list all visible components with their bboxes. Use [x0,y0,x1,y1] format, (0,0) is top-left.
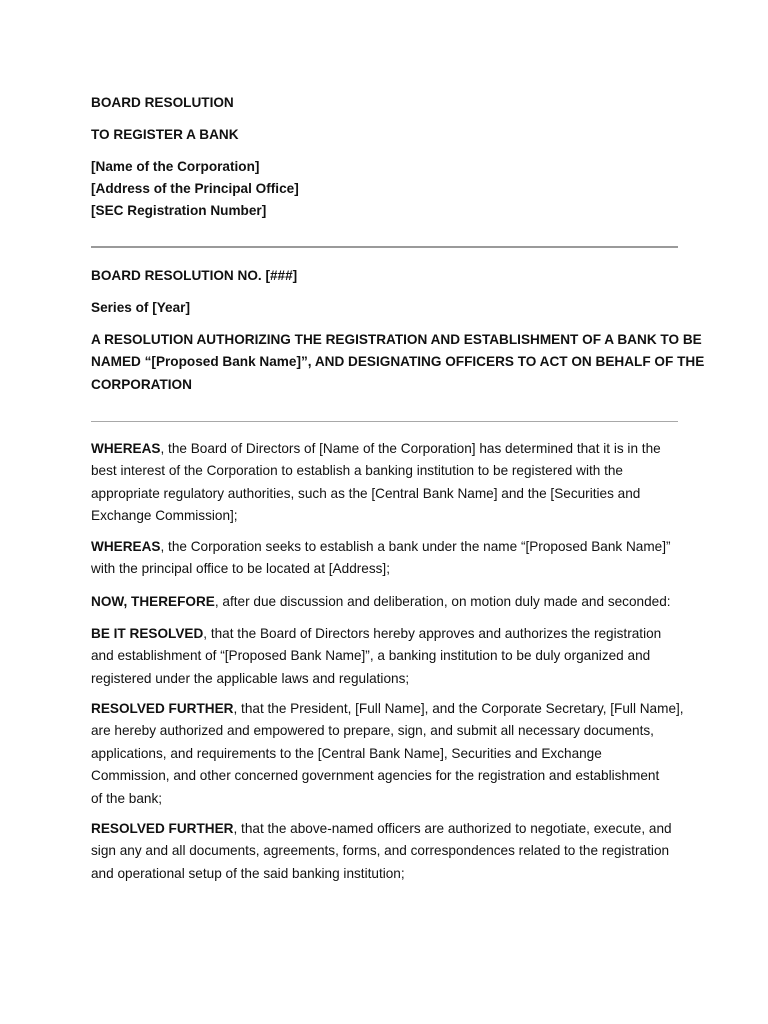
corporation-name: [Name of the Corporation] [91,159,260,174]
clause-text: with the principal office to be located at [Address]; [91,561,390,577]
clause-be-it-resolved [91,623,679,690]
clause-now-therefore [91,591,679,613]
caption-line: NAMED “[Proposed Bank Name]”, AND DESIGNATING OFFICERS TO ACT ON BEHALF OF THE [91,354,705,370]
document-title: BOARD RESOLUTION [91,95,234,110]
clause-lead: WHEREAS [91,539,161,554]
clause-text: Exchange Commission]; [91,508,238,524]
sec-registration-number: [SEC Registration Number] [91,203,267,218]
document-subtitle: TO REGISTER A BANK [91,127,239,142]
clause-text: of the bank; [91,790,163,806]
clause-text: Commission, and other concerned government agencies for the registration and establishment [91,768,660,784]
caption-divider [91,421,678,422]
clause-resolved-further-2 [91,818,679,885]
resolution-number: BOARD RESOLUTION NO. [###] [91,268,298,283]
clause-text: , that the President, [Full Name], and the Corporate Secretary, [Full Name], [233,701,684,716]
clause-text: , that the above-named officers are authorized to negotiate, execute, and [233,821,672,836]
clause-whereas-2 [91,536,679,581]
clause-whereas-1 [91,438,679,528]
clause-text: best interest of the Corporation to establish a banking institution to be registered with the [91,463,623,479]
principal-office-address: [Address of the Principal Office] [91,181,299,196]
clause-lead: NOW, THEREFORE [91,594,215,609]
clause-text: and establishment of “[Proposed Bank Name]”, a banking institution to be duly organized and [91,648,651,664]
clause-text: and operational setup of the said banking institution; [91,865,405,881]
clause-resolved-further-1 [91,698,684,810]
clause-text: , the Corporation seeks to establish a bank under the name “[Proposed Bank Name]” [160,539,671,554]
clause-text: sign any and all documents, agreements, forms, and correspondences related to the registration [91,843,670,859]
clause-text: , that the Board of Directors hereby approves and authorizes the registration [203,626,662,641]
resolution-series: Series of [Year] [91,300,190,315]
header-divider [91,246,678,248]
clause-lead: BE IT RESOLVED [91,626,204,641]
clause-text: applications, and requirements to the [Central Bank Name], Securities and Exchange [91,745,602,761]
clause-text: registered under the applicable laws and regulations; [91,670,410,686]
clause-lead: RESOLVED FURTHER [91,701,234,716]
clause-lead: RESOLVED FURTHER [91,821,234,836]
caption-line: CORPORATION [91,376,192,392]
caption-line: A RESOLUTION AUTHORIZING THE REGISTRATION AND ESTABLISHMENT OF A BANK TO BE [91,332,702,347]
clause-text: , the Board of Directors of [Name of the Corporation] has determined that it is in the [160,441,661,456]
resolution-caption [91,329,705,396]
clause-lead: WHEREAS [91,441,161,456]
clause-text: , after due discussion and deliberation, on motion duly made and seconded: [214,594,671,609]
clause-text: are hereby authorized and empowered to prepare, sign, and submit all necessary documents, [91,723,654,739]
clause-text: appropriate regulatory authorities, such as the [Central Bank Name] and the [Securities and [91,485,641,501]
